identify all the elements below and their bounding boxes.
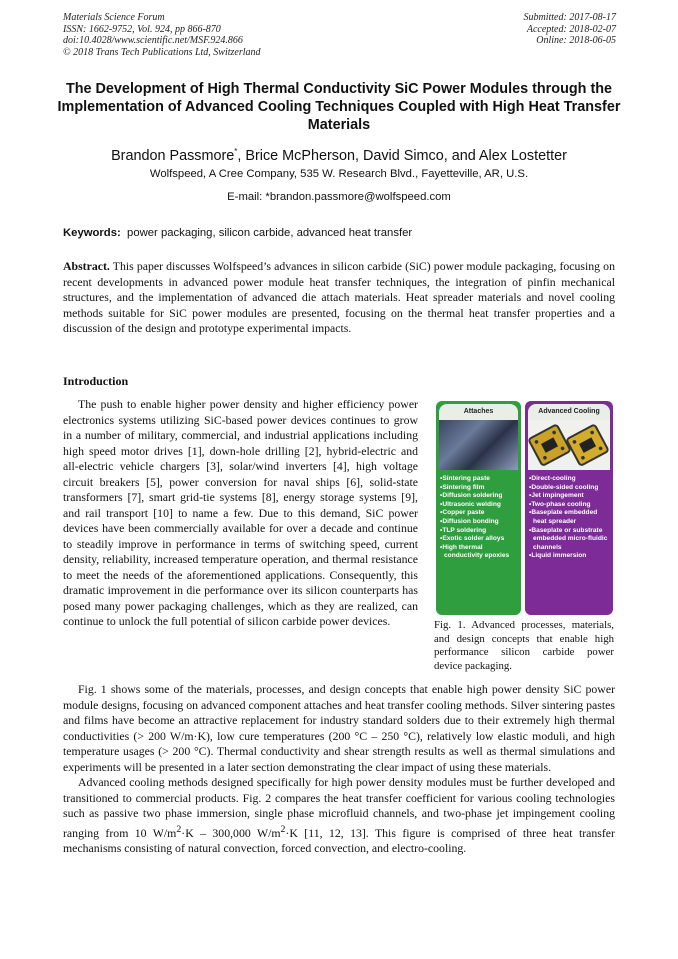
abstract-label: Abstract. xyxy=(63,259,110,273)
intro-para-2: Fig. 1 shows some of the materials, processes, and design concepts that enable high power density SiC power module designs, focusing on advanced component attaches and heat transfer cooling methods. Silver sintering pastes and films have become an attractive replacement for industry standard solders due to their extremely high thermal conductivities (> 200 W/m·K), low cure temperatures (200 °C – 250 °C), relatively low elastic moduli, and high temperature usages (> 200 °C). Thermal conductivity and shear strength results as well as thermal simulations and experiments will be presented in a later section demonstrating the clear impact of using these materials. xyxy=(63,682,615,774)
intro-para-3: Advanced cooling methods designed specifically for high power density modules must be further developed and transitioned to commercial products. Fig. 2 compares the heat transfer coefficient for various cooling technologies such as passive two phase immersion, single phase microfluid channels, and two-phase jet impingement cooling ranging from 10 $W/m^2\cdot K - 300,000$ $W/m^2\cdot K$ [11, 12, 13]. This figure is comprised of three heat transfer mechanisms consisting of natural convection, forced convection, and electro-cooling. xyxy=(63,775,615,855)
attaches-item: • High thermal conductivity epoxies xyxy=(440,544,519,561)
first-author: Brandon Passmore xyxy=(111,147,235,164)
attaches-photo xyxy=(439,420,518,470)
cooling-item: • Direct-cooling xyxy=(529,475,611,484)
contact-email: E-mail: *brandon.passmore@wolfspeed.com xyxy=(227,191,451,203)
journal-header xyxy=(63,12,261,58)
attaches-title: Attaches xyxy=(439,404,518,420)
attaches-item: • Ultrasonic welding xyxy=(440,501,519,510)
submitted-date: Submitted: 2017-08-17 xyxy=(523,12,616,23)
cooling-item: • Two-phase cooling xyxy=(529,501,611,510)
submission-dates xyxy=(524,12,617,47)
section-heading-introduction: Introduction xyxy=(63,374,129,388)
affiliation: Wolfspeed, A Cree Company, 535 W. Research Blvd., Fayetteville, AR, U.S. xyxy=(149,168,529,180)
attaches-item: • Diffusion soldering xyxy=(440,492,519,501)
attaches-item: • Sintering paste xyxy=(440,475,519,484)
cold-plate-illustration xyxy=(528,420,610,470)
online-date: Online: 2018-06-05 xyxy=(536,35,616,46)
other-authors: , Brice McPherson, David Simco, and Alex Lostetter xyxy=(237,147,567,164)
intro-para-1-text: The push to enable higher power density and higher efficiency power electronics systems utilizing SiC-based power devices continues to grow in a number of military, commercial, and industrial applications including high speed motor drives [1], down-hole drilling [2], hybrid-electric and all-electric vehicle chargers [3], solar/wind inverters [4], high voltage circuit breakers [5], power conversion for naval ships [6], solid-state transformers [7], smart grid-tie systems [8], energy storage systems [9], and rail transport [10] to name a few. Due to this demand, SiC power devices have been commercially available for over a decade and continue to steadily improve in performance in terms of switching speed, current density, reliability, increased temperature operation, and thermal resistance to meet the needs of the aforementioned applications. Consequently, this dramatic improvement in die performance over its silicon counterparts has posed many power packaging challenges, which as they are realized, can continue to unlock the full potential of silicon carbide power devices. xyxy=(63,397,418,628)
cooling-title: Advanced Cooling xyxy=(528,404,610,420)
journal-name: Materials Science Forum xyxy=(63,12,165,23)
accepted-date: Accepted: 2018-02-07 xyxy=(526,23,616,35)
cooling-item: • Baseplate or substrate embedded micro-fluidic channels xyxy=(529,527,611,553)
figure-1-caption: Fig. 1. Advanced processes, materials, and design concepts that enable high performance silicon carbide power device packaging. xyxy=(434,619,614,672)
attaches-item: • TLP soldering xyxy=(440,527,519,536)
journal-copyright: © 2018 Trans Tech Publications Ltd, Switzerland xyxy=(63,46,261,58)
attaches-item: • Diffusion bonding xyxy=(440,518,519,527)
abstract-text: This paper discusses Wolfspeed’s advances in silicon carbide (SiC) power module packaging, focusing on recent developments in advanced power module heat transfer techniques, the integration of pinfin mechanical structures, and the implementation of advanced die attach materials. Heat spreader materials and novel cooling methods suitable for SiC power modules are presented, focusing on the thermal heat transfer properties and a discussion of the design and prototype experimental impacts. xyxy=(63,259,615,335)
paper-title: The Development of High Thermal Conductivity SiC Power Modules through the Implementation of Advanced Cooling Techniques Coupled with High Heat Transfer Materials xyxy=(57,81,621,133)
keywords xyxy=(63,226,615,240)
attaches-item: • Copper paste xyxy=(440,509,519,518)
journal-doi: doi:10.4028/www.scientific.net/MSF.924.866 xyxy=(63,35,243,46)
cooling-item: • Jet impingement xyxy=(529,492,611,501)
journal-issn: ISSN: 1662-9752, Vol. 924, pp 866-870 xyxy=(63,23,221,35)
cooling-photo xyxy=(528,420,610,470)
intro-continuation xyxy=(63,682,615,856)
intro-paragraph-1 xyxy=(63,397,418,630)
cooling-list xyxy=(529,475,611,561)
attaches-item: • Sintering film xyxy=(440,484,519,493)
attaches-panel xyxy=(436,401,521,615)
keywords-label: Keywords: xyxy=(63,227,121,239)
keywords-text: power packaging, silicon carbide, advanced heat transfer xyxy=(127,227,413,239)
attaches-list xyxy=(440,475,519,561)
cooling-item: • Double-sided cooling xyxy=(529,484,611,493)
cooling-item: • Liquid immersion xyxy=(529,552,611,561)
author-list xyxy=(40,143,638,165)
corresponding-mark: * xyxy=(234,147,238,156)
abstract xyxy=(63,259,615,337)
cooling-panel xyxy=(525,401,613,615)
attaches-item: • Exotic solder alloys xyxy=(440,535,519,544)
figure-1 xyxy=(436,401,613,615)
cooling-item: • Baseplate embedded heat spreader xyxy=(529,509,611,526)
